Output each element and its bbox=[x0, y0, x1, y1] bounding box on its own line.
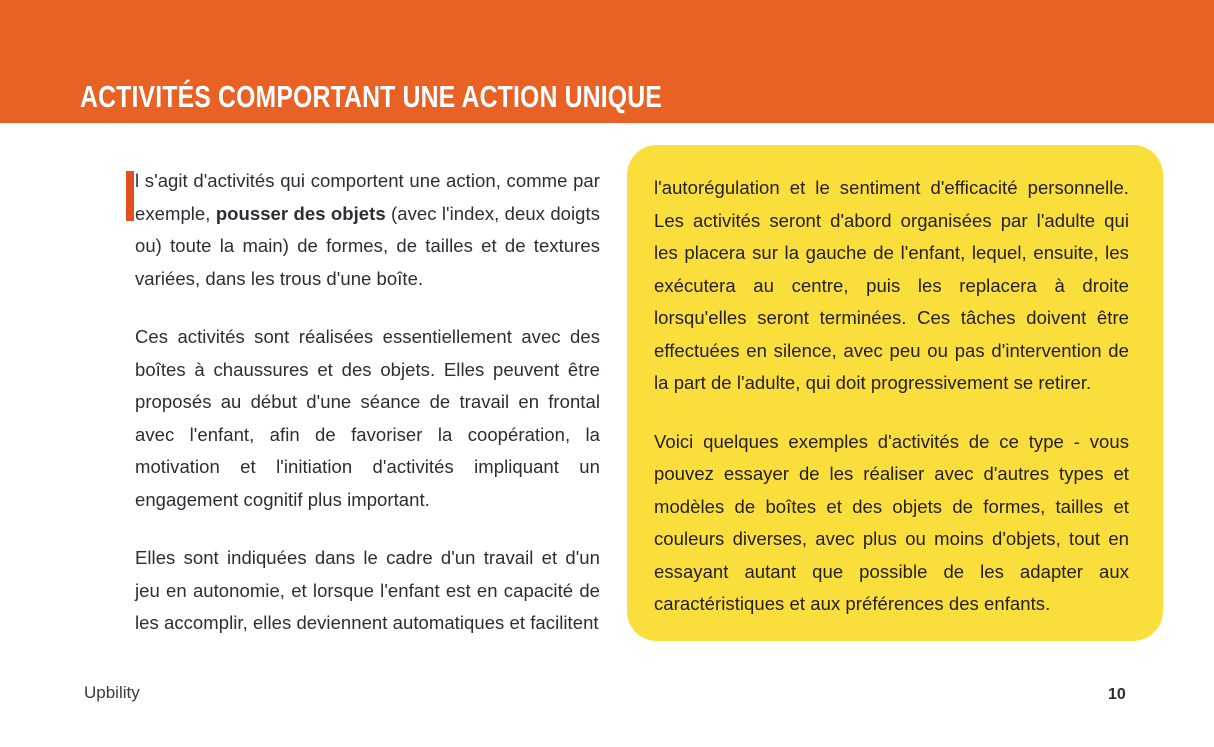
footer-page-number: 10 bbox=[1108, 686, 1126, 703]
footer-brand: Upbility bbox=[84, 683, 140, 702]
page-title: ACTIVITÉS COMPORTANT UNE ACTION UNIQUE bbox=[80, 79, 662, 114]
paragraph-three: Elles sont indiquées dans le cadre d'un travail et d'un jeu en autonomie, et lorsque l'enfant est en capacité de les accomplir, elles deviennent automatiques et facilitent bbox=[135, 547, 600, 633]
paragraph-lead bbox=[135, 165, 600, 295]
highlight-card bbox=[627, 145, 1163, 641]
paragraph-lead-segment-bold: pousser des objets bbox=[215, 202, 386, 224]
header-banner bbox=[0, 0, 1214, 123]
left-text-column bbox=[135, 165, 600, 640]
paragraph-lead-segment-1: l s'agit d'activités qui comportent une action, comme par exemple, bbox=[135, 170, 600, 224]
accent-bar-icon bbox=[126, 171, 134, 221]
paragraph-two: Ces activités sont réalisées essentiellement avec des boîtes à chaussures et des objets. Elles peuvent être proposés au début d'une séance de travail en frontal avec l'enfant, afin de favoriser la coopération, la motivation et l'initiation d'activités impliquant un engagement cognitif plus important. bbox=[135, 326, 600, 510]
paragraph-lead-segment-3: (avec l'index, deux doigts ou) toute la main) de formes, de tailles et de textures variées, dans les trous d'une boîte. bbox=[135, 202, 601, 289]
highlight-paragraph-two: Voici quelques exemples d'activités de ce type - vous pouvez essayer de les réaliser avec d'autres types et modèles de boîtes et des objets de formes, tailles et couleurs diverses, avec plus ou moins d'objets, tout en essayant autant que possible de les adapter aux caractéristiques et aux préférences des enfants. bbox=[654, 430, 1129, 614]
page-body bbox=[0, 123, 1214, 747]
highlight-paragraph-one: l'autorégulation et le sentiment d'efficacité personnelle. Les activités seront d'abord organisées par l'adulte qui les placera sur la gauche de l'enfant, lequel, ensuite, les exécutera au centre, puis les replacera à droite lorsqu'elles seront terminées. Ces tâches doivent être effectuées en silence, avec peu ou pas d'intervention de la part de l'adulte, qui doit progressivement se retirer. bbox=[654, 177, 1129, 393]
